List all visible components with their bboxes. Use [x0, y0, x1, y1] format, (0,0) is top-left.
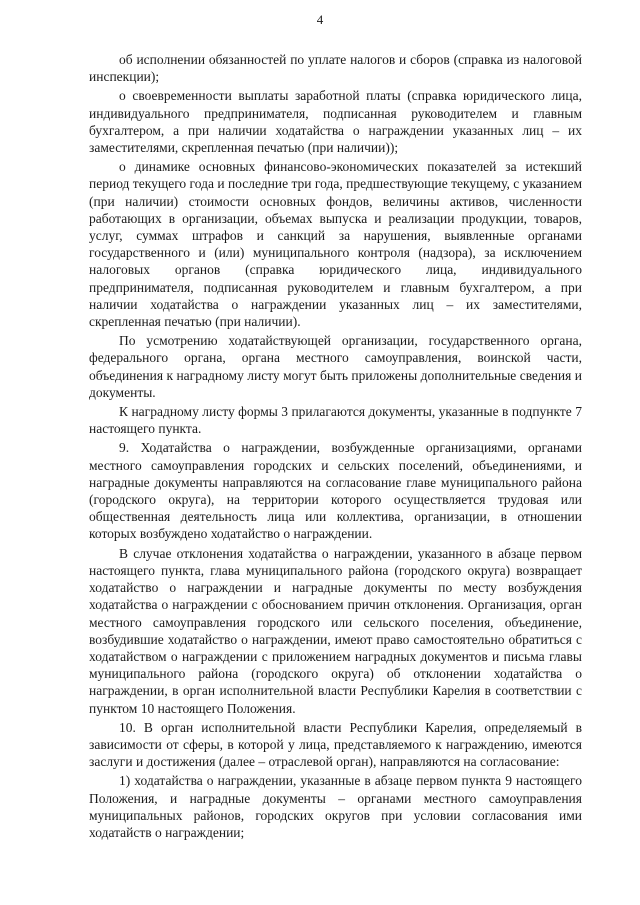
paragraph-rejection: В случае отклонения ходатайства о награждении, указанного в абзаце первом настоящего пункта, глава муниципального района (городского округа) возвращает ходатайство о награждении и наградные документы по месту возбуждения ходатайства о награждении с обоснованием причин отклонения. Организация, орган местного самоуправления городского или сельского поселения, объединение, возбудившие ходатайство о награждении, имеют право самостоятельно обратиться с ходатайством о награждении с приложением наградных документов и письма главы муниципального района (городского округа) об отклонении ходатайства о награждении, в орган исполнительной власти Республики Карелия в соответствии с пунктом 10 настоящего Положения. — [89, 545, 582, 716]
page-number: 4 — [316, 12, 324, 27]
paragraph-item-10: 10. В орган исполнительной власти Республики Карелия, определяемый в зависимости от сферы, в которой у лица, представляемого к награждению, имеются заслуги и достижения (далее – отраслевой орган), направляются на согласование: — [89, 719, 582, 770]
paragraph-tax-obligations: об исполнении обязанностей по уплате налогов и сборов (справка из налоговой инспекции); — [89, 52, 582, 85]
paragraph-additional-documents: По усмотрению ходатайствующей организации, государственного органа, федерального органа, органа местного самоуправления, воинской части, объединения к наградному листу могут быть приложены дополнительные сведения и документы. — [89, 333, 582, 400]
paragraph-item-9: 9. Ходатайства о награждении, возбужденные организациями, органами местного самоуправления городских и сельских поселений, объединениями, и наградные документы направляются на согласование главе муниципального района (городского округа), на территории которого осуществляется трудовая или общественная деятельность лица или коллектива, организации, в отношении которых возбуждено ходатайство о награждении. — [89, 440, 582, 542]
document-body — [89, 51, 582, 843]
paragraph-economic-indicators: о динамике основных финансово-экономических показателей за истекший период текущего года и последние три года, предшествующие текущему, с указанием (при наличии) стоимости основных фондов, величины активов, численности работающих в организации, объемах выпуска и реализации продукции, товаров, услуг, суммах штрафов и санкций за нарушения, выявленные органами государственного и (или) муниципального контроля (надзора), за исключением налоговых органов (справка юридического лица, индивидуального предпринимателя, подписанная руководителем и главным бухгалтером, а при наличии ходатайства о награждении указанных лиц – их заместителями, скрепленная печатью (при наличии). — [89, 159, 582, 330]
paragraph-item-10-1: 1) ходатайства о награждении, указанные в абзаце первом пункта 9 настоящего Положения, и наградные документы – органами местного самоуправления муниципальных районов, городских округов при условии согласования ими ходатайств о награждении; — [89, 773, 582, 840]
paragraph-form-3: К наградному листу формы 3 прилагаются документы, указанные в подпункте 7 настоящего пункта. — [89, 404, 582, 437]
paragraph-salary-payment: о своевременности выплаты заработной платы (справка юридического лица, индивидуального предпринимателя, подписанная руководителем и главным бухгалтером, а при наличии ходатайства о награждении указанных лиц – их заместителями, скрепленная печатью (при наличии)); — [89, 88, 582, 156]
